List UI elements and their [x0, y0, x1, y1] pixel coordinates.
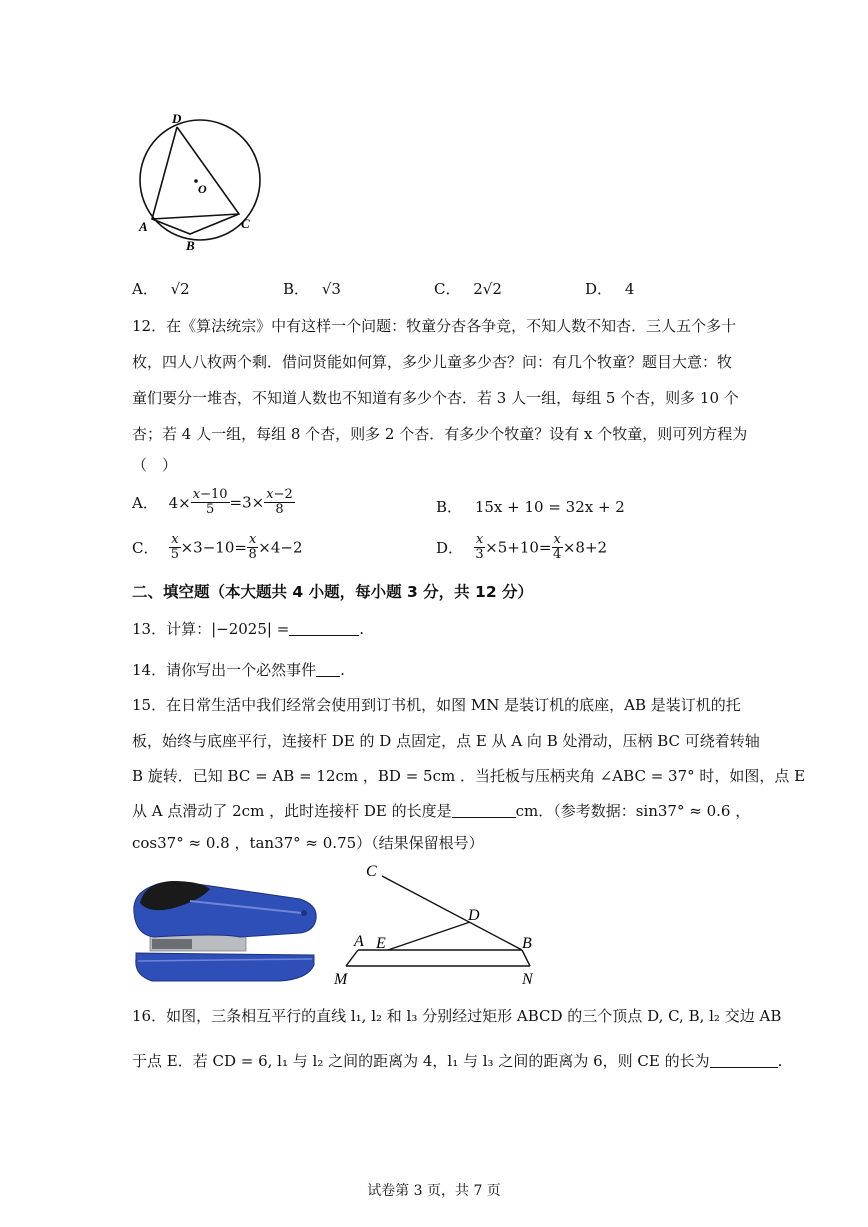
label-c: C: [366, 863, 377, 880]
label-c: C: [241, 216, 250, 231]
q12-line-1: 12．在《算法统宗》中有这样一个问题：牧童分杏各争竞，不知人数不知杏．三人五个多十: [132, 317, 737, 335]
q16-line-2: 于点 E．若 CD = 6, l₁ 与 l₂ 之间的距离为 4，l₁ 与 l₃ 之间的距离为 6，则 CE 的长为 .: [132, 1052, 783, 1070]
q12-option-a[interactable]: A． 4× $\frac{x-10}{5}$ =3× $\frac{x-2}{8}$: [132, 487, 293, 517]
label-b: B: [186, 238, 195, 253]
q15-answer-blank[interactable]: [452, 803, 516, 818]
q16-line-1: 16．如图，三条相互平行的直线 l₁, l₂ 和 l₃ 分别经过矩形 ABCD 的三个顶点 D, C, B, l₂ 交边 AB: [132, 1007, 782, 1025]
page-footer: 试卷第 3 页，共 7 页: [367, 1183, 501, 1199]
q13: 13．计算：|−2025| = .: [132, 620, 365, 638]
q12-option-d[interactable]: D． $\frac{x}{3}$ ×5+10= $\frac{x}{4}$ ×8+2: [436, 532, 608, 562]
q11-option-b[interactable]: B． √3: [283, 280, 341, 298]
label-b: B: [522, 935, 532, 952]
q12-line-5: （ ）: [132, 456, 178, 474]
q11-circle-figure: [130, 108, 270, 258]
q15-line-1: 15．在日常生活中我们经常会使用到订书机，如图 MN 是装订机的底座，AB 是装订机的托: [132, 696, 741, 714]
q15-line-5: cos37° ≈ 0.8 ，tan37° ≈ 0.75）（结果保留根号）: [132, 834, 484, 852]
segment-ed: [388, 922, 470, 950]
label-a: A: [354, 933, 364, 950]
q11-option-c[interactable]: C． 2√2: [434, 280, 502, 298]
label-e: E: [376, 935, 386, 952]
q12-option-b[interactable]: B． 15x + 10 = 32x + 2: [436, 498, 625, 516]
q16-answer-blank[interactable]: [710, 1053, 778, 1068]
q12-line-2: 枚，四人八枚两个剩．借问贤能如何算，多少儿童多少杏？问：有几个牧童？题目大意：牧: [132, 353, 733, 371]
q15-line-2: 板，始终与底座平行，连接杆 DE 的 D 点固定，点 E 从 A 向 B 处滑动，压柄 BC 可绕着转轴: [132, 732, 760, 750]
segment-ac: [152, 214, 239, 219]
q12-line-4: 杏；若 4 人一组，每组 8 个杏，则多 2 个杏．有多少个牧童？设有 x 个牧童，则可列方程为: [132, 425, 748, 443]
segment-bn: [522, 950, 530, 966]
label-a: A: [139, 219, 148, 234]
q14: 14．请你写出一个必然事件 .: [132, 661, 345, 679]
section-heading-fill-blank: 二、填空题（本大题共 4 小题，每小题 3 分，共 12 分）: [132, 583, 534, 601]
q15-line-4: 从 A 点滑动了 2cm ，此时连接杆 DE 的长度是 cm．（参考数据：sin37° ≈ 0.6 ，: [132, 802, 751, 820]
q15-geometry-figure: [330, 858, 550, 990]
q14-answer-blank[interactable]: [316, 662, 340, 677]
label-d: D: [468, 907, 480, 924]
q11-option-a[interactable]: A． √2: [132, 280, 190, 298]
q15-line-3: B 旋转．已知 BC = AB = 12cm ，BD = 5cm ．当托板与压柄夹角 ∠ABC = 37° 时，如图，点 E: [132, 767, 806, 785]
segment-cb: [382, 876, 522, 950]
stapler-photo: [130, 875, 320, 987]
q11-option-d[interactable]: D． 4: [585, 280, 635, 298]
label-d: D: [172, 111, 182, 126]
q13-answer-blank[interactable]: [289, 621, 359, 636]
label-n: N: [522, 971, 533, 988]
stapler-base: [136, 953, 314, 981]
label-o: O: [198, 182, 207, 196]
segment-am: [346, 950, 358, 966]
label-m: M: [334, 971, 348, 988]
q12-line-3: 童们要分一堆杏，不知道人数也不知道有多少个杏．若 3 人一组，每组 5 个杏，则多 10 个: [132, 389, 739, 407]
q12-option-c[interactable]: C． $\frac{x}{5}$ ×3−10= $\frac{x}{8}$ ×4−2: [132, 532, 303, 562]
